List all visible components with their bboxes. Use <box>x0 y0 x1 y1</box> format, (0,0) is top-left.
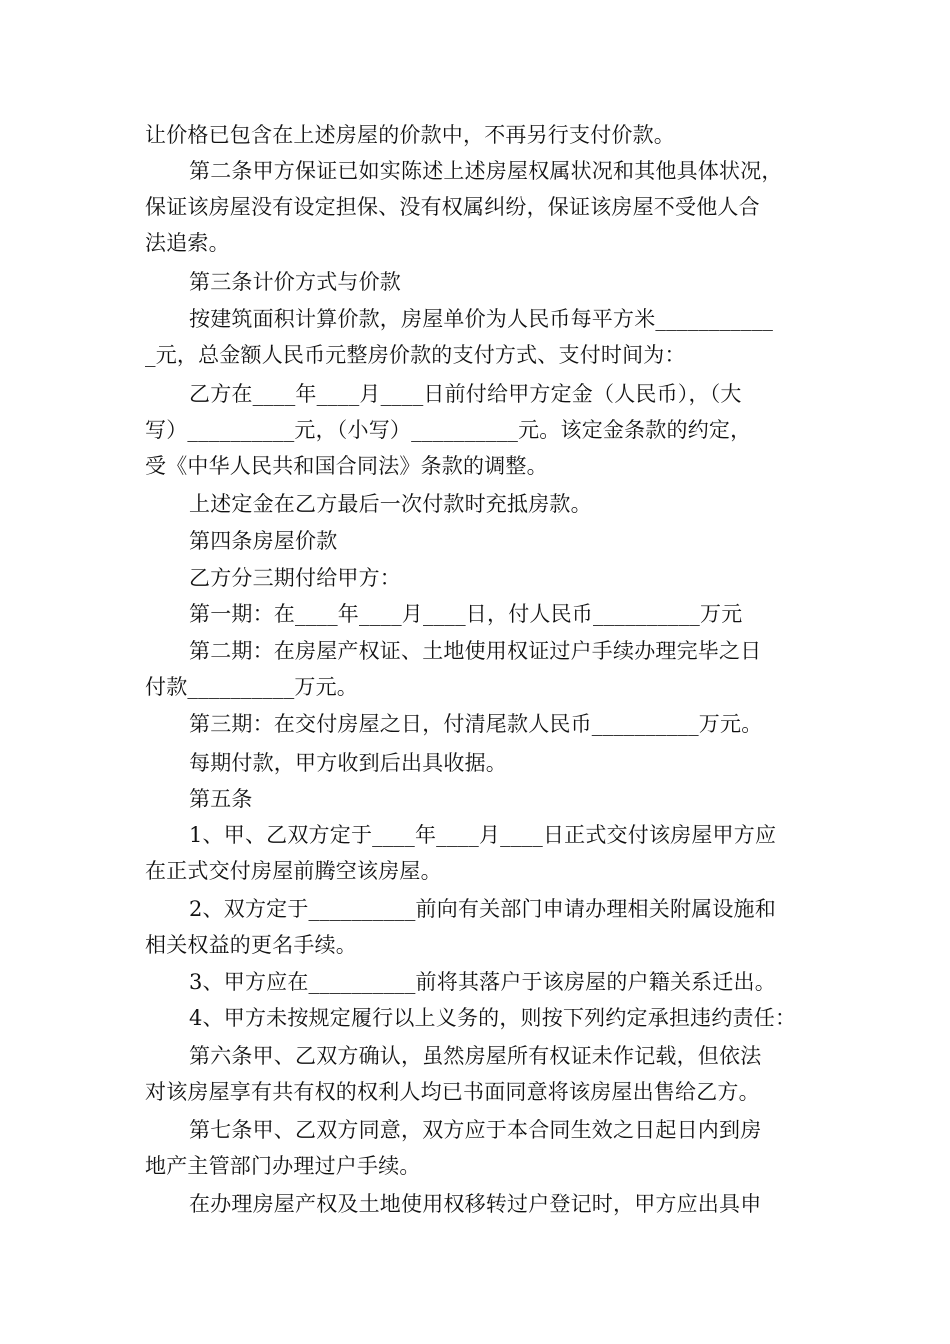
text-line: 地产主管部门办理过户手续。 <box>145 1154 421 1178</box>
text-line: 付款__________万元。 <box>145 675 358 699</box>
text-line: 第二期：在房屋产权证、土地使用权证过户手续办理完毕之日 <box>189 639 762 663</box>
text-line: 相关权益的更名手续。 <box>145 933 357 957</box>
text-line: 法追索。 <box>145 231 230 255</box>
text-line: 第三期：在交付房屋之日，付清尾款人民币__________万元。 <box>189 712 763 736</box>
section-heading: 第四条房屋价款 <box>189 529 338 553</box>
text-line: 第一期：在____年____月____日，付人民币__________万元 <box>189 602 743 626</box>
text-line: 上述定金在乙方最后一次付款时充抵房款。 <box>189 492 592 516</box>
text-line: 乙方分三期付给甲方： <box>189 566 401 590</box>
text-line: 第二条甲方保证已如实陈述上述房屋权属状况和其他具体状况， <box>189 159 783 183</box>
text-line: 乙方在____年____月____日前付给甲方定金（人民币），（大 <box>189 382 742 406</box>
section-heading: 第三条计价方式与价款 <box>189 270 401 294</box>
text-line: 写）__________元，（小写）__________元。该定金条款的约定， <box>145 418 752 442</box>
section-heading: 第五条 <box>189 787 253 811</box>
text-line: 2、双方定于__________前向有关部门申请办理相关附属设施和 <box>189 897 776 921</box>
text-line: 第六条甲、乙双方确认，虽然房屋所有权证未作记载，但依法 <box>189 1044 762 1068</box>
text-line: 让价格已包含在上述房屋的价款中，不再另行支付价款。 <box>145 123 675 147</box>
text-line: 在办理房屋产权及土地使用权移转过户登记时，甲方应出具申 <box>189 1192 762 1216</box>
text-line: 3、甲方应在__________前将其落户于该房屋的户籍关系迁出。 <box>189 970 776 994</box>
text-line: _元，总金额人民币元整房价款的支付方式、支付时间为： <box>145 343 686 367</box>
text-line: 对该房屋享有共有权的权利人均已书面同意将该房屋出售给乙方。 <box>145 1080 760 1104</box>
text-line: 4、甲方未按规定履行以上义务的，则按下列约定承担违约责任： <box>189 1006 797 1030</box>
text-line: 第七条甲、乙双方同意，双方应于本合同生效之日起日内到房 <box>189 1118 762 1142</box>
text-line: 保证该房屋没有设定担保、没有权属纠纷，保证该房屋不受他人合 <box>145 195 760 219</box>
text-line: 受《中华人民共和国合同法》条款的调整。 <box>145 454 548 478</box>
text-line: 按建筑面积计算价款，房屋单价为人民币每平方米___________ <box>189 307 774 331</box>
text-line: 在正式交付房屋前腾空该房屋。 <box>145 859 442 883</box>
text-line: 1、甲、乙双方定于____年____月____日正式交付该房屋甲方应 <box>189 823 777 847</box>
text-line: 每期付款，甲方收到后出具收据。 <box>189 751 507 775</box>
